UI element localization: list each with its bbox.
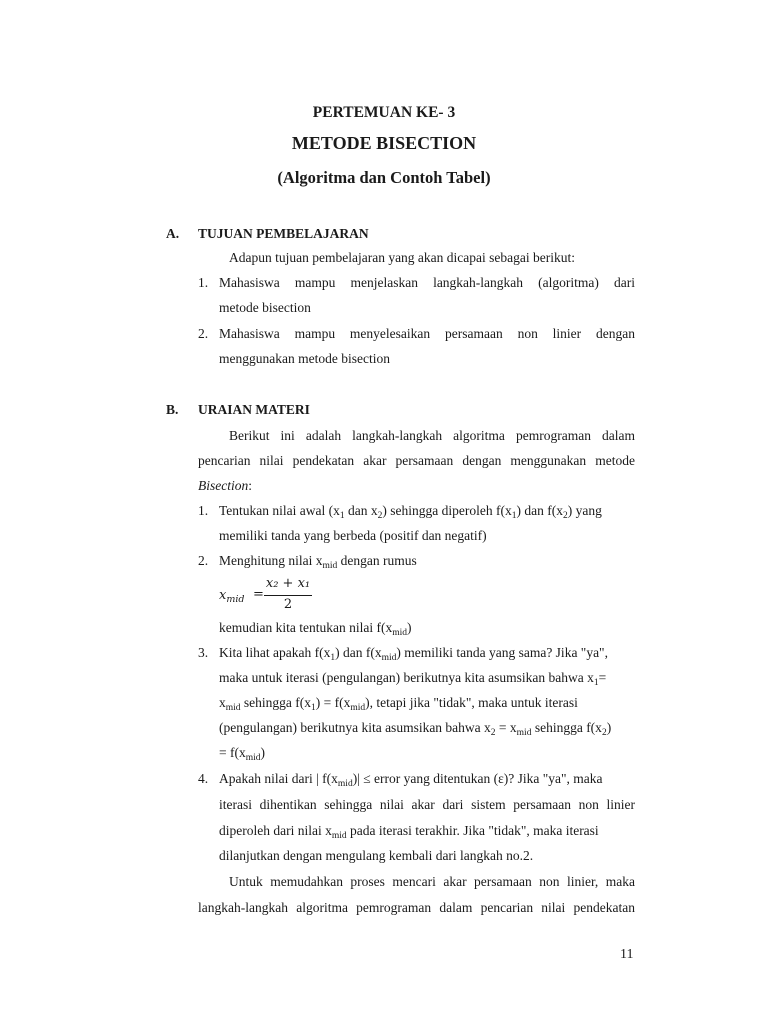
step-4-line4: dilanjutkan dengan mengulang kembali dari langkah no.2. [219, 848, 534, 863]
step-2-line1: Menghitung nilai $x_{mid}$ dengan rumus [219, 553, 417, 571]
step-1-number: 1. [198, 503, 209, 518]
xmid-formula [219, 576, 329, 616]
step-3-line1: Kita lihat apakah $f(x_1)$ dan $f(x_{mid})$ memiliki tanda yang sama? Jika "ya", [219, 645, 608, 663]
step-4-line3: diperoleh dari nilai $x_{mid}$ pada iterasi terakhir. Jika "tidak", maka iterasi [219, 823, 599, 841]
objective-2-number: 2. [198, 326, 209, 341]
step-3-line5: = $f(x_{mid})$ [219, 745, 266, 763]
step-3-line3: $x_{mid}$ sehingga $f(x_1) = f(x_{mid})$, tetapi jika "tidak", maka untuk iterasi [219, 695, 578, 713]
section-a-intro: Adapun tujuan pembelajaran yang akan dicapai sebagai berikut: [229, 250, 575, 265]
section-b-letter: B. [166, 402, 179, 417]
step-3-line2: maka untuk iterasi (pengulangan) berikutnya kita asumsikan bahwa $x_1=$ [219, 670, 607, 688]
objective-1-line1: Mahasiswa mampu menjelaskan langkah-langkah (algoritma) dari [219, 275, 635, 290]
section-b-heading: URAIAN MATERI [198, 402, 310, 417]
formula-equals: = [253, 587, 264, 602]
section-a-heading: TUJUAN PEMBELAJARAN [198, 226, 369, 241]
formula-fraction-bar [264, 595, 312, 596]
step-1-line2: memiliki tanda yang berbeda (positif dan negatif) [219, 528, 487, 543]
page-subtitle: (Algoritma dan Contoh Tabel) [277, 168, 491, 187]
objective-1-number: 1. [198, 275, 209, 290]
meeting-label: PERTEMUAN KE- 3 [312, 104, 456, 121]
step-3-line4: (pengulangan) berikutnya kita asumsikan bahwa $x_2 = x_{mid}$ sehingga $f(x_2)$ [219, 720, 612, 738]
para1-line3: Bisection: [198, 478, 253, 493]
step-2-number: 2. [198, 553, 209, 568]
page-title: METODE BISECTION [291, 133, 477, 153]
bisection-term: Bisection [198, 478, 249, 493]
objective-1-line2: metode bisection [219, 300, 311, 315]
formula-denominator: 2 [283, 597, 293, 612]
para2-line2: langkah-langkah algoritma pemrograman dalam pencarian nilai pendekatan [198, 900, 635, 915]
formula-numerator: x₂ + x₁ [265, 576, 311, 591]
para1-line1: Berikut ini adalah langkah-langkah algoritma pemrograman dalam [229, 428, 635, 443]
objective-2-line2: menggunakan metode bisection [219, 351, 390, 366]
page-number: 11 [620, 947, 634, 962]
step-3-number: 3. [198, 645, 209, 660]
step-1-line1: Tentukan nilai awal ($x_1$ dan $x_2$) sehingga diperoleh $f(x_1)$ dan $f(x_2)$ yang [219, 503, 602, 521]
para2-line1: Untuk memudahkan proses mencari akar persamaan non linier, maka [229, 874, 635, 889]
step-4-number: 4. [198, 771, 209, 786]
step-4-line2: iterasi dihentikan sehingga nilai akar dari sistem persamaan non linier [219, 797, 635, 812]
step-2-after: kemudian kita tentukan nilai $f(x_{mid})$ [219, 620, 412, 638]
para1-line2: pencarian nilai pendekatan akar persamaan dengan menggunakan metode [198, 453, 635, 468]
step-4-line1: Apakah nilai dari | $f(x_{mid})|$ ≤ error yang ditentukan (ε)? Jika "ya", maka [219, 771, 603, 789]
objective-2-line1: Mahasiswa mampu menyelesaikan persamaan non linier dengan [219, 326, 635, 341]
section-a-letter: A. [166, 226, 180, 241]
formula-lhs: $x_{mid}$ [219, 588, 245, 605]
